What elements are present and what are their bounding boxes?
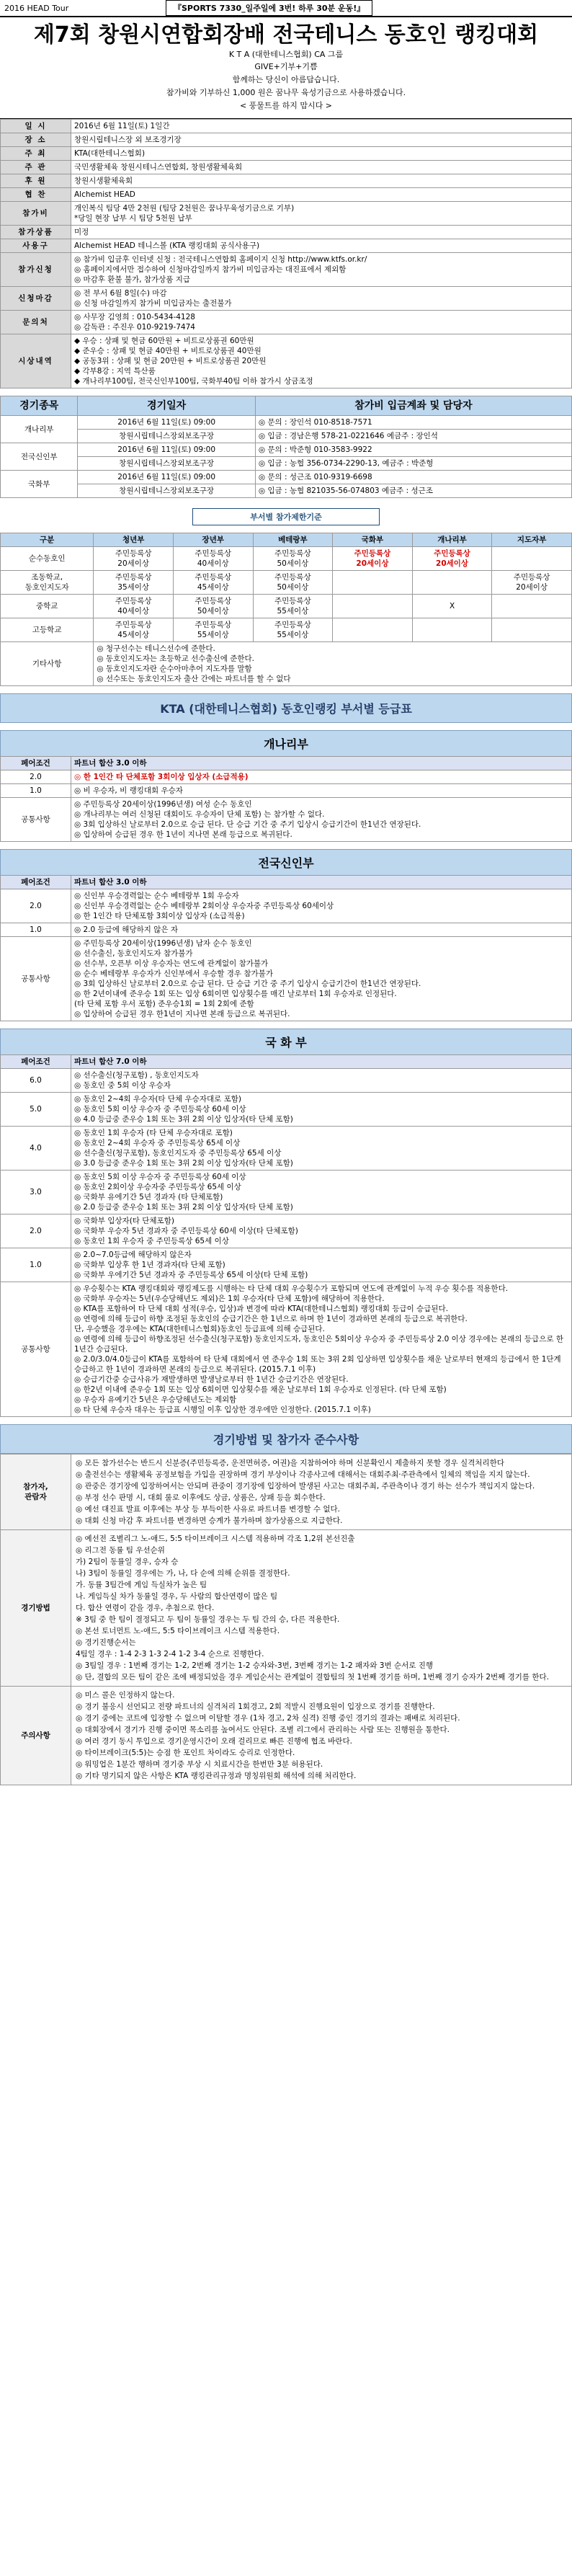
info-key: 장 소 bbox=[1, 133, 71, 147]
rules-key: 주의사항 bbox=[1, 1687, 71, 1785]
rules-value: ◎ 예선전 조별리그 노-애드, 5:5 타이브레이크 시스템 적용하며 각조 1,2위 본선진출 ◎ 리그전 동률 팀 우선순위 가) 2팀이 동률일 경우, 승자 승 나) 3팀이 동률일 경우에는 가, 나, 다 순에 의해 순위를 결정한다. 가. 동률 3팀간에 게임 득실차가 높은 팀 나. 게임득실 차가 동률일 경우, 두 사람의 합산연령이 많은 팀 다. 합산 연령이 같을 경우, 추첨으로 한다. ※ 3팀 중 한 팀이 결정되고 두 팀이 동률일 경우는 두 팀 간의 승, 다른 적용한다. ◎ 본선 토너먼트 노-애드, 5:5 타이브레이크 시스템 적용한다. ◎ 경기진행순서는 4팀일 경우 : 1-4 2-3 1-3 2-4 1-2 3-4 순으로 진행한다. ◎ 3팀일 경우 : 1번째 경기는 1-2, 2번째 경기는 1-2 승자와-3번, 3번째 경기는 1-2 패자와 3번 순서로 진행 ◎ 단, 결합의 모든 팀이 같은 조에 배정되었을 경우 게임순서는 관계없이 결합팀의 첫 1번째 경기를 하며, 1번째 경기 승자가 2번째 경기를 한다. bbox=[71, 1530, 572, 1687]
eligibility-cell: 조동학교, 동호인지도자 bbox=[1, 571, 94, 595]
host-line: K T A (대한테니스협회) CA 그룹 bbox=[228, 50, 344, 59]
group-contact: ◎ 문의 : 박준형 010-3583-9922 bbox=[255, 443, 571, 457]
group-account: ◎ 입금 : 농협 821035-56-074803 예금주 : 성근조 bbox=[255, 484, 571, 498]
category-row bbox=[1, 1171, 572, 1214]
eligibility-cell: 주민등록상 20세이상 bbox=[94, 547, 174, 571]
info-row bbox=[1, 161, 572, 174]
group-date: 2016년 6월 11일(토) 09:00 bbox=[78, 443, 255, 457]
category-level: 1.0 bbox=[1, 923, 71, 937]
info-value: ◎ 참가비 입금후 인터넷 신청 : 전국테니스연합회 홈페이지 신청 http://www.ktfs.or.kr/ ◎ 홈페이지에서만 접수하여 신청마감일까지 참가비 미입금자는 대진표에서 제외함 ◎ 마감후 환불 불가, 참가상품 지급 bbox=[71, 253, 572, 287]
category-header: 파트너 합산 3.0 이하 bbox=[71, 757, 572, 770]
info-key: 사용구 bbox=[1, 239, 71, 253]
category-level: 2.0 bbox=[1, 1214, 71, 1248]
category-level: 4.0 bbox=[1, 1127, 71, 1171]
slogan-box: 『SPORTS 7330_일주일에 3번! 하루 30분 운동!』 bbox=[166, 0, 372, 16]
eligibility-etc-item: ◎ 청구선수는 테니스선수에 준한다. bbox=[97, 644, 215, 653]
category-row bbox=[1, 1127, 572, 1171]
rules-key: 참가자, 관람자 bbox=[1, 1454, 71, 1530]
info-key: 신청마감 bbox=[1, 287, 71, 311]
eligibility-etc-item: ◎ 동호인지도자는 초등학교 선수출신에 준한다. bbox=[97, 654, 254, 663]
groups-row bbox=[1, 443, 572, 457]
groups-row bbox=[1, 471, 572, 484]
group-name: 전국신인부 bbox=[1, 443, 78, 471]
groups-table bbox=[0, 396, 572, 498]
eligibility-cell bbox=[412, 571, 492, 595]
group-venue: 창원시립테니스장외보조구장 bbox=[78, 484, 255, 498]
category-row bbox=[1, 923, 572, 937]
info-key: 일 시 bbox=[1, 120, 71, 133]
info-row bbox=[1, 226, 572, 239]
eligibility-etc-row bbox=[1, 642, 572, 686]
info-row bbox=[1, 311, 572, 334]
rules-row bbox=[1, 1530, 572, 1687]
info-value: ◆ 우승 : 상패 및 현금 60만원 + 비트로상품권 60만원 ◆ 준우승 : 상패 및 현금 40만원 + 비트로상품권 40만원 ◆ 공동3위 : 상패 및 현금 20만원 + 비트로상품권 20만원 ◆ 각부8강 : 지역 특산품 ◆ 개나리부100팀, 전국신인부100팀, 국화부40팀 이하 참가시 상금조정 bbox=[71, 334, 572, 388]
info-key: 시상내역 bbox=[1, 334, 71, 388]
eligibility-header: 구분 bbox=[1, 533, 94, 547]
info-row bbox=[1, 253, 572, 287]
eligibility-header: 청년부 bbox=[94, 533, 174, 547]
category-level: 공통사항 bbox=[1, 937, 71, 1021]
eligibility-table bbox=[0, 533, 572, 686]
page-title: 제7회 창원시연합회장배 전국테니스 동호인 랭킹대회 bbox=[33, 22, 539, 48]
eligibility-row bbox=[1, 547, 572, 571]
group-venue: 창원시립테니스장외보조구장 bbox=[78, 457, 255, 471]
info-key: 참가비 bbox=[1, 202, 71, 226]
eligibility-cell: 주민등록상 20세이상 bbox=[333, 547, 413, 571]
category-level: 5.0 bbox=[1, 1093, 71, 1127]
eligibility-etc-item: ◎ 동호인지도자란 순수아마추어 지도자를 말함 bbox=[97, 665, 252, 673]
groups-row bbox=[1, 457, 572, 471]
groups-row bbox=[1, 416, 572, 430]
eligibility-cell: 주민등록상 20세이상 bbox=[492, 571, 572, 595]
eligibility-header: 장년부 bbox=[173, 533, 253, 547]
group-name: 개나리부 bbox=[1, 416, 78, 443]
info-row bbox=[1, 188, 572, 202]
category-row bbox=[1, 1248, 572, 1282]
groups-header: 경기종목 bbox=[1, 396, 78, 416]
eligibility-cell: 주민등록상 55세이상 bbox=[253, 595, 333, 618]
category-section bbox=[0, 1029, 572, 1417]
category-rule: ◎ 신인부 우승경력없는 순수 베테랑부 1회 우승자 ◎ 신인부 우승경력없는 순수 베테랑부 2회이상 우승자중 주민등록상 60세이상 ◎ 한 1인간 타 단체포함 3회이상 입상자 (소급적용) bbox=[71, 889, 572, 923]
category-rule: ◎ 2.0~7.0등급에 해당하지 않은자 ◎ 국화부 입상후 한 1년 경과자(타 단체 포함) ◎ 국화부 우에기간 5년 경과자 중 주민등록상 65세 이상(타 단체 포함) bbox=[71, 1248, 572, 1282]
eligibility-cell bbox=[492, 618, 572, 642]
category-level: 1.0 bbox=[1, 784, 71, 798]
header-line: 참가비와 기부하신 1,000 원은 꿈나무 육성기금으로 사용하겠습니다. bbox=[166, 88, 406, 97]
eligibility-header: 지도자부 bbox=[492, 533, 572, 547]
category-level: 6.0 bbox=[1, 1069, 71, 1093]
rules-title: 경기방법 및 참가자 준수사항 bbox=[0, 1424, 572, 1454]
eligibility-cell: 중학교 bbox=[1, 595, 94, 618]
eligibility-cell: 주민등록상 45세이상 bbox=[94, 618, 174, 642]
category-level: 2.0 bbox=[1, 770, 71, 784]
category-section bbox=[0, 730, 572, 842]
info-row bbox=[1, 239, 572, 253]
group-contact: ◎ 문의 : 성근조 010-9319-6698 bbox=[255, 471, 571, 484]
info-value: ◎ 전 부서 6월 8일(수) 마감 ◎ 신청 마감일까지 참가비 미입금자는 출전불가 bbox=[71, 287, 572, 311]
category-row bbox=[1, 784, 572, 798]
info-value: 2016년 6월 11일(토) 1일간 bbox=[71, 120, 572, 133]
motto-line: GIVE+기부+기쁨 bbox=[254, 62, 318, 71]
groups-header: 경기일자 bbox=[78, 396, 255, 416]
category-title: 개나리부 bbox=[0, 730, 572, 756]
category-header: 파트너 합산 3.0 이하 bbox=[71, 876, 572, 889]
info-key: 주 최 bbox=[1, 147, 71, 161]
eligibility-cell bbox=[412, 618, 492, 642]
tour-label: 2016 HEAD Tour bbox=[4, 3, 69, 13]
info-row bbox=[1, 120, 572, 133]
rules-key: 경기방법 bbox=[1, 1530, 71, 1687]
eligibility-cell: 주민등록상 40세이상 bbox=[94, 595, 174, 618]
category-title: 국 화 부 bbox=[0, 1029, 572, 1054]
info-row bbox=[1, 133, 572, 147]
info-value: ◎ 사무장 김영희 : 010-5434-4128 ◎ 감독관 : 주진우 010-9219-7474 bbox=[71, 311, 572, 334]
category-row bbox=[1, 798, 572, 842]
groups-row bbox=[1, 484, 572, 498]
rules-row bbox=[1, 1687, 572, 1785]
category-rule: ◎ 동호인 1회 우승자 (타 단체 우승자대로 포함) ◎ 동호인 2~4회 우승자 중 주민등록상 65세 이상 ◎ 선수출신(청구포함), 동호인지도자 중 주민등록상 65세 이상 ◎ 3.0 등급중 준우승 1회 또는 3위 2회 이상 입상자(타 단체 포함) bbox=[71, 1127, 572, 1171]
eligibility-cell: 주민등록상 55세이상 bbox=[253, 618, 333, 642]
group-date: 2016년 6월 11일(토) 09:00 bbox=[78, 416, 255, 430]
category-rule: ◎ 주민등록상 20세이상(1996년생) 여성 순수 동호인 ◎ 개나리부는 여러 신청된 대회이도 우승자이 단체 포함) 는 참가할 수 없다. ◎ 3회 입상하신 날로부터 2.0으로 승급 된다. 단 승급 기간 중 주기 입상시 승급기간이 한1년간 연장된다. ◎ 입상하여 승급된 경우 한 1년이 지나면 본래 등급으로 복귀된다. bbox=[71, 798, 572, 842]
info-row bbox=[1, 202, 572, 226]
page-header bbox=[0, 16, 572, 119]
info-row bbox=[1, 287, 572, 311]
header-line: 함께하는 당신이 아름답습니다. bbox=[232, 75, 340, 84]
info-value: Alchemist HEAD bbox=[71, 188, 572, 202]
eligibility-cell: 주민등록상 50세이상 bbox=[253, 547, 333, 571]
category-row bbox=[1, 937, 572, 1021]
info-key: 문의처 bbox=[1, 311, 71, 334]
eligibility-cell: 고등학교 bbox=[1, 618, 94, 642]
info-value: 창원시립테니스장 외 보조경기장 bbox=[71, 133, 572, 147]
category-header: 파트너 합산 7.0 이하 bbox=[71, 1055, 572, 1069]
category-row bbox=[1, 1069, 572, 1093]
info-table bbox=[0, 119, 572, 388]
group-venue: 창원시립테니스장외보조구장 bbox=[78, 430, 255, 443]
group-name: 국화부 bbox=[1, 471, 78, 498]
category-row bbox=[1, 1282, 572, 1417]
category-rule: ◎ 동호인 2~4회 우승자(타 단체 우승자대로 포함) ◎ 동호인 5회 이상 우승자 중 주민등록상 60세 이상 ◎ 4.0 등급중 준우승 1회 또는 3위 2회 이상 입상자(타 단체 포함) bbox=[71, 1093, 572, 1127]
rules-value: ◎ 미스 콜은 인정하지 않는다. ◎ 경기 불응시 선언되고 전량 파트너의 실격처리 1회경고, 2회 적발시 진행요원이 입장으로 경기를 진행한다. ◎ 경기 중에는 코트에 입장할 수 없으며 이탈할 경우 (1차 경고, 2차 실격) 진행 중인 경기의 결과는 패배로 처리된다. ◎ 대회장에서 경기가 진행 중이면 목소리를 높여서도 안된다. 조별 리그에서 관리하는 사람 또는 진행원을 통한다. ◎ 여러 경기 동시 투입으로 경기운영시간이 오래 걸리므로 빠른 진행에 협조 바란다. ◎ 타이브레이크(5:5)는 승점 한 포인트 차이라도 승리로 인정한다. ◎ 워밍업은 1분간 행하며 경기중 부상 시 치료시간을 한번만 3분 허용된다. ◎ 기타 명기되지 않은 사항은 KTA 랭킹관리규정과 명칭위원회 해석에 의해 처리한다. bbox=[71, 1687, 572, 1785]
eligibility-cell: 주민등록상 50세이상 bbox=[173, 595, 253, 618]
eligibility-etc-item: ◎ 선수또는 동호인지도자 출산 간에는 파트너를 할 수 없다 bbox=[97, 675, 291, 683]
eligibility-row bbox=[1, 618, 572, 642]
category-rule: ◎ 한 1인간 타 단체포함 3회이상 입상자 (소급적용) bbox=[71, 770, 572, 784]
info-key: 주 관 bbox=[1, 161, 71, 174]
eligibility-cell: 주민등록상 20세이상 bbox=[412, 547, 492, 571]
category-level: 공통사항 bbox=[1, 798, 71, 842]
ranking-title: KTA (대한테니스협회) 동호인랭킹 부서별 등급표 bbox=[0, 693, 572, 723]
category-row bbox=[1, 770, 572, 784]
info-key: 참가신청 bbox=[1, 253, 71, 287]
category-level: 1.0 bbox=[1, 1248, 71, 1282]
info-value: 창원시생활체육회 bbox=[71, 174, 572, 188]
info-key: 협 찬 bbox=[1, 188, 71, 202]
info-value: 국민생활체육 창원시테니스연합회, 창원생활체육회 bbox=[71, 161, 572, 174]
eligibility-cell: 주민등록상 45세이상 bbox=[173, 571, 253, 595]
info-key: 후 원 bbox=[1, 174, 71, 188]
category-section bbox=[0, 849, 572, 1021]
eligibility-cell: X bbox=[412, 595, 492, 618]
category-rule: ◎ 비 우승자, 비 랭킹대회 우승자 bbox=[71, 784, 572, 798]
group-account: ◎ 입금 : 경남은행 578-21-0221646 예금주 : 장인석 bbox=[255, 430, 571, 443]
groups-row bbox=[1, 430, 572, 443]
info-value: Alchemist HEAD 테니스볼 (KTA 랭킹대회 공식사용구) bbox=[71, 239, 572, 253]
category-rule: ◎ 선수출신(청구포함) , 동호인지도자 ◎ 동호인 중 5회 이상 우승자 bbox=[71, 1069, 572, 1093]
groups-header: 참가비 입금계좌 및 담당자 bbox=[255, 396, 571, 416]
eligibility-header: 국화부 bbox=[333, 533, 413, 547]
category-rule: ◎ 국화부 입상자(타 단체포함) ◎ 국화부 우승자 5년 경과자 중 주민등록상 60세 이상(타 단체포함) ◎ 동호인 1회 우승자 중 주민등록상 65세 이상 bbox=[71, 1214, 572, 1248]
category-rule: ◎ 주민등록상 20세이상(1996년생) 남자 순수 동호인 ◎ 선수출신, 동호인지도자 참가불가 ◎ 선수부, 오픈부 이상 우승자는 연도에 관계없이 참가불가 ◎ 순수 베테랑부 우승자가 신인부에서 우승할 경우 참가불가 ◎ 3회 입상하신 날로부터 2.0으로 승급 된다. 단 승급 기간 중 주기 입상시 승급기간이 한1년간 연장된다. ◎ 한 2년이내에 준우승 1회 또는 입상 6회이면 입상횟수를 매긴 날로부터 1회 우승자로 인정된다. (타 단체 포함 우서 포함) 준우승1회 = 1회 2회에 준함 ◎ 입상하여 승급된 경우 한1년이 지나면 본래 등급으로 복귀된다. bbox=[71, 937, 572, 1021]
top-bar bbox=[0, 0, 572, 16]
category-title: 전국신인부 bbox=[0, 849, 572, 875]
info-row bbox=[1, 147, 572, 161]
eligibility-cell bbox=[333, 618, 413, 642]
category-row bbox=[1, 1093, 572, 1127]
rules-row bbox=[1, 1454, 572, 1530]
eligibility-cell bbox=[333, 595, 413, 618]
category-rule: ◎ 2.0 등급에 해당하지 않은 자 bbox=[71, 923, 572, 937]
rules-table bbox=[0, 1454, 572, 1785]
info-value: 미정 bbox=[71, 226, 572, 239]
info-key: 참가상품 bbox=[1, 226, 71, 239]
eligibility-cell: 주민등록상 55세이상 bbox=[173, 618, 253, 642]
eligibility-row bbox=[1, 571, 572, 595]
eligibility-cell: 주민등록상 50세이상 bbox=[253, 571, 333, 595]
info-row bbox=[1, 334, 572, 388]
category-row bbox=[1, 889, 572, 923]
eligibility-cell bbox=[492, 595, 572, 618]
group-contact: ◎ 문의 : 장인석 010-8518-7571 bbox=[255, 416, 571, 430]
group-date: 2016년 6월 11일(토) 09:00 bbox=[78, 471, 255, 484]
eligibility-row bbox=[1, 595, 572, 618]
rules-value: ◎ 모든 참가선수는 반드시 신분증(주민등록증, 운전면허증, 여권)을 지참하여야 하며 신분확인시 제출하지 못할 경우 실격처리한다 ◎ 출전선수는 생활체육 공정보험을 가입을 권장하며 경기 부상이나 각종사고에 대해서는 대회주최·주관측에서 일체의 책임을 지지 않는다. ◎ 관중은 경기장에 입장하여서는 안되며 관중이 경기장에 입장하여 발생된 사고는 대회주최, 주관측이나 경기 하는 선수가 책임지지 않는다. ◎ 부정 선수 판명 시, 대회 룰로 이후에도 상금, 상품은, 상패 등을 회수한다. ◎ 예선 대진표 발표 이후에는 부상 등 부득이한 사유로 파트너를 변경할 수 없다. ◎ 대회 신청 마감 후 파트너를 변경하면 승계가 불가하며 참가상품으로 지급한다. bbox=[71, 1454, 572, 1530]
header-line: < 풍물트를 하지 맙시다 > bbox=[239, 101, 333, 110]
category-level: 2.0 bbox=[1, 889, 71, 923]
eligibility-header: 개나리부 bbox=[412, 533, 492, 547]
category-rule: ◎ 동호인 5회 이상 우승자 중 주민등록상 60세 이상 ◎ 동호인 2회이상 우승자중 주민등록상 65세 이상 ◎ 국화부 유에기간 5년 경과자 (타 단체포함) ◎ 2.0 등급중 준우승 1회 또는 3위 2회 이상 입상자(타 단체 포함) bbox=[71, 1171, 572, 1214]
category-level: 공통사항 bbox=[1, 1282, 71, 1417]
eligibility-cell: 순수동호인 bbox=[1, 547, 94, 571]
info-value: 개인복식 팀당 4만 2천원 (팀당 2천원은 꿈나무육성기금으로 기부) *당일 현장 납부 시 팀당 5천원 납부 bbox=[71, 202, 572, 226]
category-header: 페어조건 bbox=[1, 876, 71, 889]
eligibility-title: 부서별 참가제한기준 bbox=[192, 508, 380, 525]
category-level: 3.0 bbox=[1, 1171, 71, 1214]
info-value: KTA(대한테니스협회) bbox=[71, 147, 572, 161]
eligibility-etc-label: 기타사항 bbox=[1, 642, 94, 686]
info-row bbox=[1, 174, 572, 188]
category-header: 페어조건 bbox=[1, 757, 71, 770]
category-row bbox=[1, 1214, 572, 1248]
eligibility-cell bbox=[492, 547, 572, 571]
eligibility-cell: 주민등록상 40세이상 bbox=[173, 547, 253, 571]
category-rule: ◎ 우승횟수는 KTA 랭킹대회와 랭킹제도를 시행하는 타 단체 대회 우승횟수가 포함되며 연도에 관계없이 누적 우승 횟수를 적용한다. ◎ 국화부 우승자는 5년(우승당해년도 제외)은 1회 우승자(타 단체 포함)에 해당하여 적용한다. ◎ KTA를 포함하여 타 단체 대회 성적(우승, 입상)과 변경에 따라 KTA(대한테니스협회) 랭킹대회 등급이 승급된다. ◎ 연령에 의해 등급이 하향 조정된 동호인의 승급기간은 한 1년으로 하며 한 1년이 경과하면 본래의 등급으로 복귀한다. 단, 우승했을 경우에는 KTA(대한테니스협회)동호인 등급표에 의해 승급된다. ◎ 연령에 의해 등급이 하향조정된 선수출신(청구포함) 동호인지도자, 동호인은 5회이상 우승자 중 주민등록상 2.0 이상 경우에는 본래의 등급으로 한 1년간 승급된다. ◎ 2.0/3.0/4.0등급이 KTA를 포함하여 타 단체 대회에서 연 준우승 1회 또는 3위 2회 입상하면 입상횟수를 채운 날로부터 현재의 등급에서 한 1단계 승급하고 한 1년이 경과하면 본래의 등급으로 복귀된다. (2015.7.1 이후) ◎ 승급기간중 승급사유가 재발생하면 발생날로부터 한 1년간 승급기간은 연장된다. ◎ 한2년 이내에 준우승 1회 또는 입상 6회이면 입상횟수를 채운 날로부터 1회 우승자로 인정된다. (타 단체 포함) ◎ 우승자 유예기간 5년은 우승당해년도는 제외함 ◎ 타 단체 우승자 대우는 등급표 시행일 이후 입상한 경우에만 인정한다. (2015.7.1 이후) bbox=[71, 1282, 572, 1417]
group-account: ◎ 입금 : 농협 356-0734-2290-13, 예금주 : 박준형 bbox=[255, 457, 571, 471]
eligibility-cell bbox=[333, 571, 413, 595]
eligibility-cell: 주민등록상 35세이상 bbox=[94, 571, 174, 595]
category-header: 페어조건 bbox=[1, 1055, 71, 1069]
eligibility-header: 베테랑부 bbox=[253, 533, 333, 547]
